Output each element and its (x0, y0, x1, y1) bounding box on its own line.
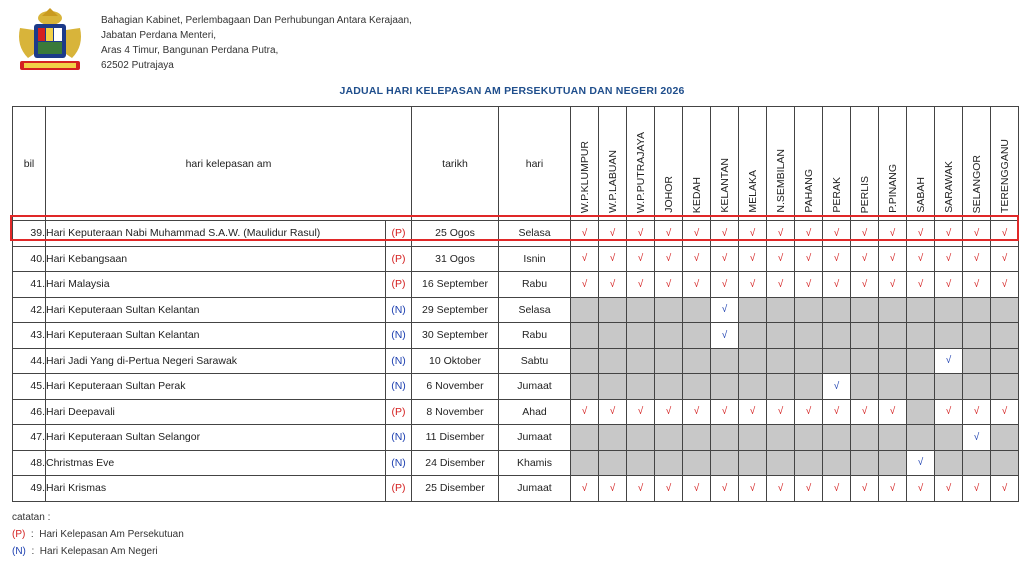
check-mark: √ (963, 221, 991, 247)
not-applicable-cell (823, 323, 851, 349)
check-mark: √ (739, 399, 767, 425)
holiday-type-code: (P) (386, 246, 412, 272)
header-state (683, 107, 711, 221)
check-mark: √ (571, 476, 599, 502)
not-applicable-cell (907, 374, 935, 400)
not-applicable-cell (711, 450, 739, 476)
check-mark: √ (907, 450, 935, 476)
not-applicable-cell (795, 348, 823, 374)
header-state (963, 107, 991, 221)
not-applicable-cell (879, 323, 907, 349)
state-label: SARAWAK (942, 161, 955, 213)
not-applicable-cell (907, 348, 935, 374)
not-applicable-cell (627, 323, 655, 349)
holiday-day: Selasa (499, 221, 571, 247)
not-applicable-cell (935, 425, 963, 451)
not-applicable-cell (963, 348, 991, 374)
malaysia-coat-of-arms-icon (12, 6, 88, 76)
not-applicable-cell (683, 450, 711, 476)
header-state (627, 107, 655, 221)
header-state (767, 107, 795, 221)
not-applicable-cell (935, 297, 963, 323)
not-applicable-cell (851, 348, 879, 374)
not-applicable-cell (795, 374, 823, 400)
holiday-day: Khamis (499, 450, 571, 476)
not-applicable-cell (571, 374, 599, 400)
header-state (739, 107, 767, 221)
holiday-name: Hari Keputeraan Nabi Muhammad S.A.W. (Maulidur Rasul) (46, 221, 386, 247)
check-mark: √ (627, 221, 655, 247)
row-number: 49. (13, 476, 46, 502)
not-applicable-cell (907, 323, 935, 349)
not-applicable-cell (907, 297, 935, 323)
check-mark: √ (991, 221, 1019, 247)
check-mark: √ (935, 246, 963, 272)
check-mark: √ (599, 221, 627, 247)
holiday-date: 6 November (412, 374, 499, 400)
check-mark: √ (907, 476, 935, 502)
check-mark: √ (823, 272, 851, 298)
not-applicable-cell (823, 450, 851, 476)
agency-address (101, 13, 412, 73)
notes-section (12, 509, 184, 560)
check-mark: √ (795, 476, 823, 502)
header-state (571, 107, 599, 221)
holiday-name: Hari Kebangsaan (46, 246, 386, 272)
not-applicable-cell (851, 374, 879, 400)
not-applicable-cell (711, 374, 739, 400)
header-state (991, 107, 1019, 221)
not-applicable-cell (739, 450, 767, 476)
check-mark: √ (879, 246, 907, 272)
holiday-date: 10 Oktober (412, 348, 499, 374)
not-applicable-cell (571, 425, 599, 451)
not-applicable-cell (599, 323, 627, 349)
check-mark: √ (711, 272, 739, 298)
check-mark: √ (571, 399, 599, 425)
check-mark: √ (879, 476, 907, 502)
address-line: Bahagian Kabinet, Perlembagaan Dan Perhubungan Antara Kerajaan, (101, 15, 412, 26)
holiday-name: Hari Jadi Yang di-Pertua Negeri Sarawak (46, 348, 386, 374)
address-line: Jabatan Perdana Menteri, (101, 30, 217, 41)
row-number: 43. (13, 323, 46, 349)
not-applicable-cell (711, 425, 739, 451)
address-line: Aras 4 Timur, Bangunan Perdana Putra, (101, 45, 279, 56)
not-applicable-cell (627, 374, 655, 400)
not-applicable-cell (627, 297, 655, 323)
check-mark: √ (795, 246, 823, 272)
check-mark: √ (963, 425, 991, 451)
holiday-date: 24 Disember (412, 450, 499, 476)
not-applicable-cell (739, 348, 767, 374)
check-mark: √ (879, 221, 907, 247)
check-mark: √ (823, 246, 851, 272)
not-applicable-cell (823, 348, 851, 374)
not-applicable-cell (935, 374, 963, 400)
check-mark: √ (711, 323, 739, 349)
note-code: (P) (12, 529, 26, 540)
holiday-table (12, 106, 1019, 502)
header-holiday-name: hari kelepasan am (46, 107, 412, 221)
check-mark: √ (627, 476, 655, 502)
not-applicable-cell (627, 450, 655, 476)
holiday-type-code: (P) (386, 221, 412, 247)
check-mark: √ (767, 399, 795, 425)
state-label: TERENGGANU (998, 138, 1011, 213)
header-state (823, 107, 851, 221)
holiday-name: Hari Keputeraan Sultan Kelantan (46, 297, 386, 323)
check-mark: √ (711, 246, 739, 272)
check-mark: √ (823, 221, 851, 247)
holiday-day: Isnin (499, 246, 571, 272)
not-applicable-cell (963, 374, 991, 400)
check-mark: √ (599, 399, 627, 425)
check-mark: √ (711, 221, 739, 247)
not-applicable-cell (879, 348, 907, 374)
holiday-day: Selasa (499, 297, 571, 323)
table-row (13, 425, 1019, 451)
not-applicable-cell (991, 450, 1019, 476)
check-mark: √ (795, 272, 823, 298)
check-mark: √ (823, 374, 851, 400)
holiday-name: Hari Krismas (46, 476, 386, 502)
not-applicable-cell (795, 450, 823, 476)
check-mark: √ (627, 272, 655, 298)
table-row (13, 272, 1019, 298)
row-number: 42. (13, 297, 46, 323)
not-applicable-cell (739, 323, 767, 349)
note-code: (N) (12, 546, 26, 557)
not-applicable-cell (823, 425, 851, 451)
check-mark: √ (571, 246, 599, 272)
not-applicable-cell (767, 323, 795, 349)
holiday-name: Christmas Eve (46, 450, 386, 476)
row-number: 41. (13, 272, 46, 298)
table-row (13, 297, 1019, 323)
holiday-date: 29 September (412, 297, 499, 323)
header-bil: bil (13, 107, 46, 221)
not-applicable-cell (599, 348, 627, 374)
table-header-row (13, 107, 1019, 221)
check-mark: √ (571, 272, 599, 298)
holiday-name: Hari Deepavali (46, 399, 386, 425)
table-row (13, 476, 1019, 502)
check-mark: √ (935, 476, 963, 502)
check-mark: √ (963, 246, 991, 272)
note-separator: : (30, 529, 34, 540)
table-row (13, 450, 1019, 476)
check-mark: √ (823, 476, 851, 502)
not-applicable-cell (991, 348, 1019, 374)
table-row (13, 323, 1019, 349)
not-applicable-cell (823, 297, 851, 323)
holiday-type-code: (N) (386, 348, 412, 374)
holiday-day: Rabu (499, 323, 571, 349)
not-applicable-cell (655, 425, 683, 451)
check-mark: √ (991, 272, 1019, 298)
holiday-date: 11 Disember (412, 425, 499, 451)
not-applicable-cell (963, 297, 991, 323)
check-mark: √ (599, 476, 627, 502)
check-mark: √ (823, 399, 851, 425)
check-mark: √ (767, 272, 795, 298)
check-mark: √ (991, 246, 1019, 272)
check-mark: √ (711, 476, 739, 502)
header-hari: hari (499, 107, 571, 221)
state-label: SABAH (914, 177, 927, 213)
not-applicable-cell (627, 348, 655, 374)
state-label: W.P.LABUAN (606, 150, 619, 213)
not-applicable-cell (571, 297, 599, 323)
holiday-type-code: (P) (386, 476, 412, 502)
not-applicable-cell (655, 374, 683, 400)
holiday-name: Hari Keputeraan Sultan Selangor (46, 425, 386, 451)
check-mark: √ (711, 399, 739, 425)
check-mark: √ (627, 246, 655, 272)
state-label: N.SEMBILAN (774, 149, 787, 213)
holiday-date: 25 Ogos (412, 221, 499, 247)
state-label: SELANGOR (970, 154, 983, 213)
check-mark: √ (795, 399, 823, 425)
table-row (13, 348, 1019, 374)
not-applicable-cell (795, 425, 823, 451)
state-label: JOHOR (662, 176, 675, 213)
check-mark: √ (935, 221, 963, 247)
check-mark: √ (935, 399, 963, 425)
not-applicable-cell (879, 374, 907, 400)
not-applicable-cell (655, 297, 683, 323)
header-state (935, 107, 963, 221)
not-applicable-cell (683, 297, 711, 323)
table-row (13, 246, 1019, 272)
not-applicable-cell (683, 323, 711, 349)
address-line: 62502 Putrajaya (101, 60, 174, 71)
state-label: W.P.KLUMPUR (578, 140, 591, 213)
check-mark: √ (711, 297, 739, 323)
not-applicable-cell (879, 425, 907, 451)
not-applicable-cell (851, 450, 879, 476)
state-label: PAHANG (802, 169, 815, 213)
holiday-day: Jumaat (499, 476, 571, 502)
check-mark: √ (739, 272, 767, 298)
table-row (13, 374, 1019, 400)
not-applicable-cell (795, 323, 823, 349)
check-mark: √ (683, 476, 711, 502)
holiday-date: 8 November (412, 399, 499, 425)
not-applicable-cell (627, 425, 655, 451)
holiday-day: Rabu (499, 272, 571, 298)
check-mark: √ (879, 399, 907, 425)
note-item (12, 543, 184, 560)
holiday-type-code: (N) (386, 450, 412, 476)
not-applicable-cell (571, 348, 599, 374)
document-title: JADUAL HARI KELEPASAN AM PERSEKUTUAN DAN NEGERI 2026 (339, 85, 685, 97)
not-applicable-cell (739, 297, 767, 323)
not-applicable-cell (851, 297, 879, 323)
check-mark: √ (599, 272, 627, 298)
state-label: KELANTAN (718, 158, 731, 213)
holiday-type-code: (N) (386, 297, 412, 323)
check-mark: √ (879, 272, 907, 298)
not-applicable-cell (767, 297, 795, 323)
check-mark: √ (851, 221, 879, 247)
check-mark: √ (683, 246, 711, 272)
not-applicable-cell (571, 323, 599, 349)
check-mark: √ (851, 246, 879, 272)
holiday-date: 25 Disember (412, 476, 499, 502)
not-applicable-cell (991, 297, 1019, 323)
state-label: PERAK (830, 177, 843, 213)
not-applicable-cell (879, 450, 907, 476)
holiday-day: Jumaat (499, 374, 571, 400)
check-mark: √ (963, 476, 991, 502)
check-mark: √ (739, 246, 767, 272)
not-applicable-cell (991, 374, 1019, 400)
header-state (655, 107, 683, 221)
not-applicable-cell (851, 425, 879, 451)
not-applicable-cell (767, 450, 795, 476)
check-mark: √ (991, 399, 1019, 425)
row-number: 44. (13, 348, 46, 374)
header-state (851, 107, 879, 221)
not-applicable-cell (599, 425, 627, 451)
holiday-name: Hari Keputeraan Sultan Kelantan (46, 323, 386, 349)
state-label: W.P.PUTRAJAYA (634, 131, 647, 213)
note-text: Hari Kelepasan Am Negeri (39, 546, 158, 557)
state-label: KEDAH (690, 176, 703, 213)
holiday-day: Jumaat (499, 425, 571, 451)
not-applicable-cell (655, 323, 683, 349)
holiday-type-code: (P) (386, 399, 412, 425)
check-mark: √ (907, 246, 935, 272)
not-applicable-cell (767, 374, 795, 400)
holiday-type-code: (P) (386, 272, 412, 298)
header-state (711, 107, 739, 221)
not-applicable-cell (683, 374, 711, 400)
not-applicable-cell (739, 425, 767, 451)
holiday-date: 31 Ogos (412, 246, 499, 272)
holiday-type-code: (N) (386, 374, 412, 400)
state-label: P.PINANG (886, 164, 899, 213)
not-applicable-cell (851, 323, 879, 349)
header-state (879, 107, 907, 221)
not-applicable-cell (991, 323, 1019, 349)
check-mark: √ (935, 272, 963, 298)
not-applicable-cell (795, 297, 823, 323)
not-applicable-cell (907, 425, 935, 451)
not-applicable-cell (963, 323, 991, 349)
check-mark: √ (655, 476, 683, 502)
not-applicable-cell (767, 425, 795, 451)
not-applicable-cell (991, 425, 1019, 451)
row-number: 45. (13, 374, 46, 400)
note-separator: : (31, 546, 35, 557)
check-mark: √ (571, 221, 599, 247)
holiday-name: Hari Malaysia (46, 272, 386, 298)
check-mark: √ (739, 476, 767, 502)
not-applicable-cell (935, 450, 963, 476)
not-applicable-cell (655, 450, 683, 476)
not-applicable-cell (739, 374, 767, 400)
table-row (13, 221, 1019, 247)
check-mark: √ (851, 272, 879, 298)
not-applicable-cell (907, 399, 935, 425)
not-applicable-cell (879, 297, 907, 323)
check-mark: √ (683, 272, 711, 298)
row-number: 39. (13, 221, 46, 247)
header-tarikh: tarikh (412, 107, 499, 221)
check-mark: √ (767, 476, 795, 502)
not-applicable-cell (767, 348, 795, 374)
check-mark: √ (907, 221, 935, 247)
table-row (13, 399, 1019, 425)
note-text: Hari Kelepasan Am Persekutuan (39, 529, 184, 540)
not-applicable-cell (935, 323, 963, 349)
holiday-name: Hari Keputeraan Sultan Perak (46, 374, 386, 400)
holiday-type-code: (N) (386, 323, 412, 349)
not-applicable-cell (963, 450, 991, 476)
check-mark: √ (935, 348, 963, 374)
check-mark: √ (627, 399, 655, 425)
check-mark: √ (907, 272, 935, 298)
check-mark: √ (655, 399, 683, 425)
notes-heading: catatan : (12, 512, 51, 523)
header-state (599, 107, 627, 221)
check-mark: √ (739, 221, 767, 247)
holiday-day: Ahad (499, 399, 571, 425)
holiday-day: Sabtu (499, 348, 571, 374)
check-mark: √ (655, 246, 683, 272)
not-applicable-cell (683, 425, 711, 451)
check-mark: √ (963, 272, 991, 298)
not-applicable-cell (571, 450, 599, 476)
state-label: PERLIS (858, 175, 871, 213)
check-mark: √ (991, 476, 1019, 502)
not-applicable-cell (683, 348, 711, 374)
row-number: 40. (13, 246, 46, 272)
check-mark: √ (655, 272, 683, 298)
check-mark: √ (963, 399, 991, 425)
holiday-date: 16 September (412, 272, 499, 298)
check-mark: √ (767, 246, 795, 272)
check-mark: √ (683, 399, 711, 425)
check-mark: √ (655, 221, 683, 247)
row-number: 46. (13, 399, 46, 425)
row-number: 48. (13, 450, 46, 476)
check-mark: √ (599, 246, 627, 272)
check-mark: √ (851, 399, 879, 425)
check-mark: √ (683, 221, 711, 247)
check-mark: √ (851, 476, 879, 502)
not-applicable-cell (599, 374, 627, 400)
state-label: MELAKA (746, 170, 759, 213)
check-mark: √ (795, 221, 823, 247)
holiday-type-code: (N) (386, 425, 412, 451)
not-applicable-cell (711, 348, 739, 374)
not-applicable-cell (599, 297, 627, 323)
header-state (907, 107, 935, 221)
not-applicable-cell (599, 450, 627, 476)
not-applicable-cell (655, 348, 683, 374)
check-mark: √ (767, 221, 795, 247)
holiday-date: 30 September (412, 323, 499, 349)
row-number: 47. (13, 425, 46, 451)
header-state (795, 107, 823, 221)
note-item (12, 526, 184, 543)
